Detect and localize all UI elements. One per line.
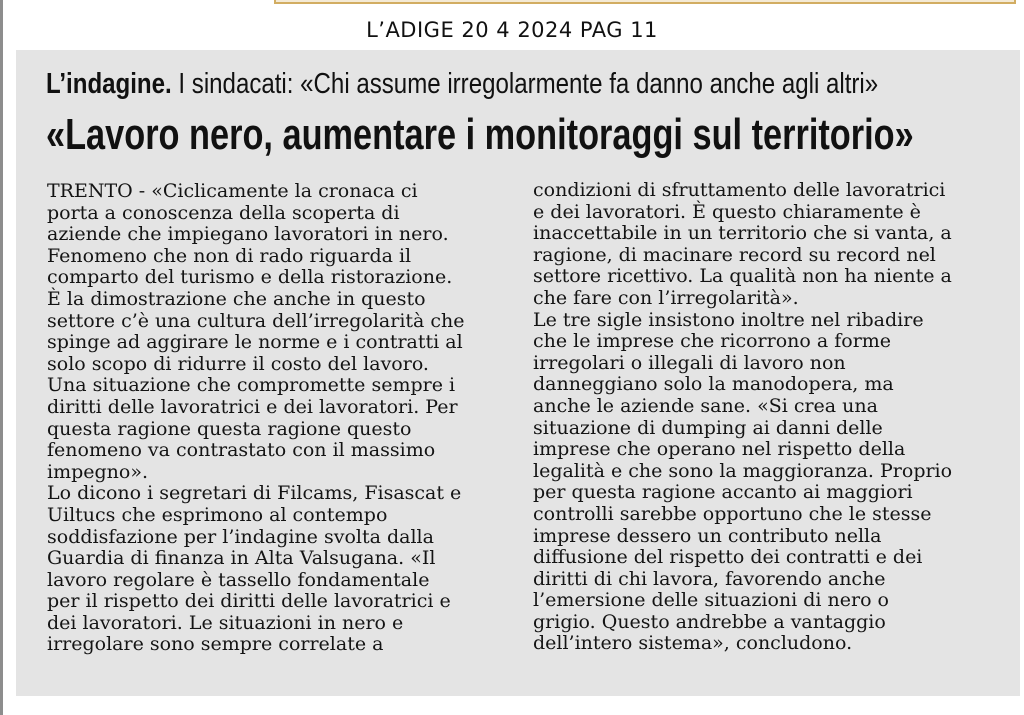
headline: «Lavoro nero, aumentare i monitoraggi sul territorio» xyxy=(46,110,914,159)
body-text-line: l’emersione delle situazioni di nero o xyxy=(533,589,889,612)
body-text-line: lavoro regolare è tassello fondamentale xyxy=(47,568,430,591)
body-text-line: anche le aziende sane. «Si crea una xyxy=(533,394,878,417)
body-text-line: e dei lavoratori. È questo chiaramente è xyxy=(533,200,921,223)
body-text-line: controlli sarebbe opportuno che le stesse xyxy=(533,502,932,525)
body-text-line: dei lavoratori. Le situazioni in nero e xyxy=(47,611,404,634)
body-text-line: soddisfazione per l’indagine svolta dalla xyxy=(47,525,434,548)
body-text-line: legalità e che sono la maggioranza. Proprio xyxy=(533,459,953,482)
body-text-line: questa ragione questa ragione questo xyxy=(47,417,412,440)
body-text-line: che le imprese che ricorrono a forme xyxy=(533,330,892,353)
body-text-line: diritti di chi lavora, favorendo anche xyxy=(533,567,886,590)
body-column-right xyxy=(533,180,1003,655)
source-caption: L’ADIGE 20 4 2024 PAG 11 xyxy=(366,18,658,42)
body-text-line: porta a conoscenza della scoperta di xyxy=(47,201,400,224)
body-text-line: fenomeno va contrastato con il massimo xyxy=(47,439,436,462)
body-text-line: per questa ragione accanto ai maggiori xyxy=(533,481,913,504)
body-text-line: per il rispetto dei diritti delle lavoratrici e xyxy=(47,590,451,613)
body-text-line: settore ricettivo. La qualità non ha niente a xyxy=(533,265,952,288)
body-text-line: Lo dicono i segretari di Filcams, Fisascat e xyxy=(47,482,462,505)
kicker-label: L’indagine. xyxy=(46,68,172,100)
body-text-line: Uiltucs che esprimono al contempo xyxy=(47,503,388,526)
body-text-line: comparto del turismo e della ristorazione. xyxy=(47,266,453,289)
body-text-line: danneggiano solo la manodopera, ma xyxy=(533,373,894,396)
body-column-left xyxy=(47,181,517,656)
left-edge-border xyxy=(0,0,3,715)
body-text-line: condizioni di sfruttamento delle lavoratrici xyxy=(533,179,946,201)
body-text-line: settore c’è una cultura dell’irregolarità che xyxy=(47,309,465,332)
body-text-line: È la dimostrazione che anche in questo xyxy=(47,287,426,310)
body-text-line: ragione, di macinare record su record nel xyxy=(533,243,936,266)
newspaper-clipping xyxy=(16,50,1020,696)
body-text-line: aziende che impiegano lavoratori in nero. xyxy=(47,223,449,246)
kicker-text: I sindacati: «Chi assume irregolarmente fa danno anche agli altri» xyxy=(178,68,879,100)
body-text-line: situazione di dumping ai danni delle xyxy=(533,416,883,439)
body-text-line: diffusione del rispetto dei contratti e dei xyxy=(533,546,923,569)
body-text-line: Guardia di finanza in Alta Valsugana. «Il xyxy=(47,547,436,570)
body-text-line: che fare con l’irregolarità». xyxy=(533,286,799,309)
body-text-line: inaccettabile in un territorio che si vanta, a xyxy=(533,222,952,245)
body-text-line: irregolare sono sempre correlate a xyxy=(47,633,384,656)
body-text-line: irregolari o illegali di lavoro non xyxy=(533,351,846,374)
kicker-line xyxy=(46,66,879,102)
body-text-line: TRENTO - «Ciclicamente la cronaca ci xyxy=(47,180,418,202)
body-text-line: Una situazione che compromette sempre i xyxy=(47,374,456,397)
body-text-line: spinge ad aggirare le norme e i contratti al xyxy=(47,331,463,354)
body-text-line: solo scopo di ridurre il costo del lavoro. xyxy=(47,352,429,375)
body-text-line: impegno». xyxy=(47,460,149,483)
body-text-line: diritti delle lavoratrici e dei lavoratori. Per xyxy=(47,395,458,418)
body-text-line: dell’intero sistema», concludono. xyxy=(533,632,853,655)
body-text-line: Le tre sigle insistono inoltre nel ribadire xyxy=(533,308,924,331)
top-border-strip xyxy=(274,0,1016,4)
body-text-line: Fenomeno che non di rado riguarda il xyxy=(47,244,412,267)
body-text-line: imprese dessero un contributo nella xyxy=(533,524,882,547)
body-text-line: grigio. Questo andrebbe a vantaggio xyxy=(533,610,886,633)
body-text-line: imprese che operano nel rispetto della xyxy=(533,438,906,461)
